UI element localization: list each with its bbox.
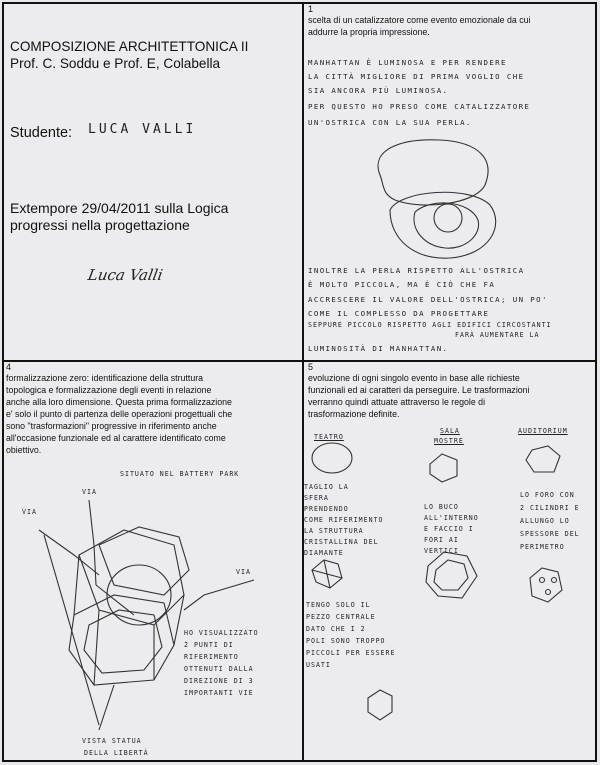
note-top-line: LA CITTÀ MIGLIORE DI PRIMA VOGLIO CHE xyxy=(308,72,525,81)
note-teatro-line: SFERA xyxy=(304,494,329,502)
note-bottom-line: LUMINOSITÀ DI MANHATTAN. xyxy=(308,344,449,353)
bottom-label-line: DELLA LIBERTÀ xyxy=(84,749,149,757)
panel-number: 4 xyxy=(6,362,12,372)
note-teatro-line: LA STRUTTURA xyxy=(304,527,364,535)
column-auditorium: AUDITORIUM xyxy=(518,427,568,435)
note-line: 2 PUNTI DI xyxy=(184,641,234,649)
note-bottom-line: È MOLTO PICCOLA, MA È CIÒ CHE FA xyxy=(308,280,496,289)
note-line: DIREZIONE DI 3 xyxy=(184,677,254,685)
note-teatro-line: DIAMANTE xyxy=(304,549,344,557)
text-line: funzionali ed ai caratteri da perseguire. Le trasformazioni xyxy=(308,385,530,395)
note-top-line: UN'OSTRICA CON LA SUA PERLA. xyxy=(308,118,472,127)
note-auditorium-line: 2 CILINDRI E xyxy=(520,504,580,512)
student-label: Studente: xyxy=(10,125,73,141)
student-name: LUCA VALLI xyxy=(88,122,197,137)
note-line: RIFERIMENTO xyxy=(184,653,239,661)
text-line: obiettivo. xyxy=(6,445,42,455)
note-bottom-line: COME IL COMPLESSO DA PROGETTARE xyxy=(308,309,490,318)
via-label: VIA xyxy=(22,508,37,516)
note-line: OTTENUTI DALLA xyxy=(184,665,254,673)
note-bottom-line: USATI xyxy=(306,661,331,669)
bottom-label-line: VISTA STATUA xyxy=(82,737,142,745)
note-teatro-line: TAGLIO LA xyxy=(304,483,349,491)
horizontal-divider xyxy=(4,360,595,362)
panel-number: 5 xyxy=(308,362,314,372)
note-auditorium-line: ALLUNGO LO xyxy=(520,517,570,525)
note-bottom-line: FARÀ AUMENTARE LA xyxy=(455,331,540,339)
signature: Luca Valli xyxy=(86,266,165,284)
note-bottom-line: INOLTRE LA PERLA RISPETTO ALL'OSTRICA xyxy=(308,266,525,275)
note-line: HO VISUALIZZATO xyxy=(184,629,259,637)
via-label: VIA xyxy=(236,568,251,576)
note-bottom-line: ACCRESCERE IL VALORE DELL'OSTRICA; UN PO' xyxy=(308,295,548,304)
note-line: IMPORTANTI VIE xyxy=(184,689,254,697)
note-bottom-line: DATO CHE I 2 xyxy=(306,625,366,633)
note-bottom-line: PEZZO CENTRALE xyxy=(306,613,376,621)
note-top-line: MANHATTAN È LUMINOSA E PER RENDERE xyxy=(308,58,507,67)
heading-line2: addurre la propria impressione. xyxy=(308,27,430,37)
text-line: topologica e formalizzazione degli eventi in relazione xyxy=(6,385,212,395)
note-top-line: PER QUESTO HO PRESO COME CATALIZZATORE xyxy=(308,102,531,111)
note-top-line: SIA ANCORA PIÙ LUMINOSA. xyxy=(308,86,449,95)
text-line: all'occasione funzionale ed al carattere identificato come xyxy=(6,433,226,443)
text-line: e' solo il punto di partenza delle operazioni progettuali che xyxy=(6,409,233,419)
column-teatro: TEATRO xyxy=(314,433,344,441)
text-line: evoluzione di ogni singolo evento in base alle richieste xyxy=(308,373,520,383)
sketch-title: SITUATO NEL BATTERY PARK xyxy=(120,470,240,478)
text-line: anche alla loro dimensione. Questa prima formalizzazione xyxy=(6,397,232,407)
column-sala: SALA xyxy=(440,427,460,435)
note-auditorium-line: PERIMETRO xyxy=(520,543,565,551)
note-sala-line: E FACCIO I xyxy=(424,525,474,533)
note-sala-line: VERTICI xyxy=(424,547,459,555)
note-auditorium-line: LO FORO CON xyxy=(520,491,575,499)
extempore-line2: progressi nella progettazione xyxy=(10,217,190,233)
via-label: VIA xyxy=(82,488,97,496)
note-bottom-line: PICCOLI PER ESSERE xyxy=(306,649,396,657)
panel-number: 1 xyxy=(308,4,314,14)
text-line: sono "trasformazioni" progressive in riferimento anche xyxy=(6,421,217,431)
column-sala: MOSTRE xyxy=(434,437,464,445)
text-line: formalizzazione zero: identificazione della struttura xyxy=(6,373,204,383)
note-sala-line: ALL'INTERNO xyxy=(424,514,479,522)
battery-park-sketch xyxy=(4,475,294,745)
heading-line1: scelta di un catalizzatore come evento emozionale da cui xyxy=(308,15,531,25)
note-bottom-line: TENGO SOLO IL xyxy=(306,601,371,609)
oyster-pearl-sketch xyxy=(360,130,520,270)
professors: Prof. C. Soddu e Prof. E, Colabella xyxy=(10,56,221,71)
note-auditorium-line: SPESSORE DEL xyxy=(520,530,580,538)
text-line: trasformazione definite. xyxy=(308,409,400,419)
note-sala-line: FORI AI xyxy=(424,536,459,544)
note-teatro-line: COME RIFERIMENTO xyxy=(304,516,384,524)
course-title: COMPOSIZIONE ARCHITETTONICA II xyxy=(10,39,249,54)
note-sala-line: LO BUCO xyxy=(424,503,459,511)
note-bottom-line: POLI SONO TROPPO xyxy=(306,637,386,645)
note-teatro-line: CRISTALLINA DEL xyxy=(304,538,379,546)
extempore-line1: Extempore 29/04/2011 sulla Logica xyxy=(10,200,229,216)
note-bottom-line: SEPPURE PICCOLO RISPETTO AGLI EDIFICI CIRCOSTANTI xyxy=(308,321,552,329)
note-teatro-line: PRENDENDO xyxy=(304,505,349,513)
text-line: verranno quindi attuate attraverso le regole di xyxy=(308,397,486,407)
